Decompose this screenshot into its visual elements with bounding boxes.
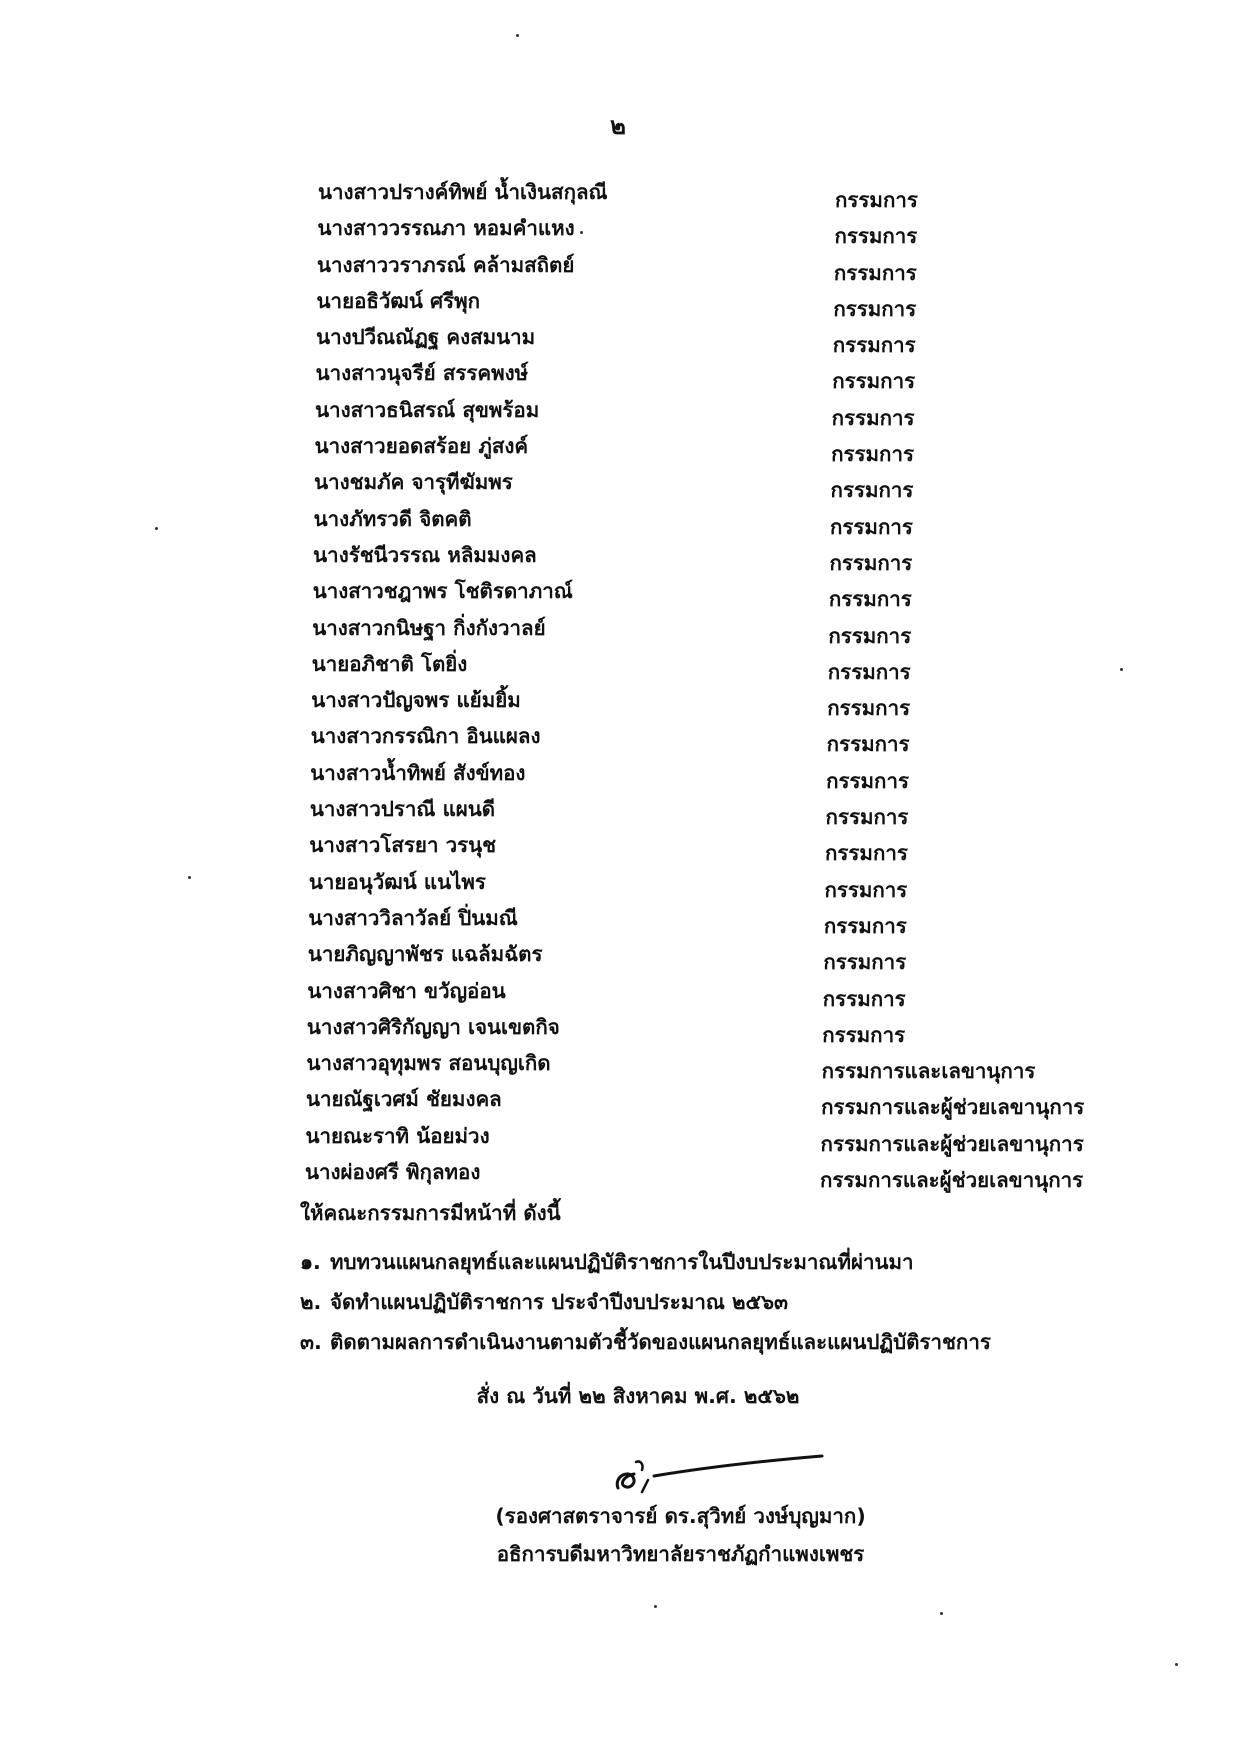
member-name: นางสาวกรรณิกา อินแผลง [310,724,541,749]
member-row [0,1154,1236,1193]
member-row [0,864,1236,900]
scan-speck [516,34,519,37]
member-role: กรรมการ [822,1022,906,1047]
member-row [0,210,1236,249]
signer-title: อธิการบดีมหาวิทยาลัยราชภัฏกำแพงเพชร [496,1542,865,1566]
scan-speck [155,527,158,530]
member-row [0,247,1236,283]
duty-number: ๒. [300,1290,322,1314]
member-role: กรรมการ [823,913,907,938]
member-role: กรรมการ [830,514,913,539]
scan-speck [188,876,191,879]
member-row [0,718,1236,757]
member-row [0,936,1236,975]
member-role: กรรมการ [828,587,912,612]
duty-number: ๑. [300,1250,321,1274]
member-name: นายภิญญาพัชร แฉล้มฉัตร [307,942,543,967]
committee-member-list [0,174,1236,1193]
member-role: กรรมการ [824,877,908,902]
member-name: นางสาววรรณภา หอมคำแหง [317,216,575,241]
member-name: นายอภิชาติ โตยิ่ง [311,651,468,676]
member-row [0,537,1236,573]
member-name: นางสาววิลาวัลย์ ปิ่นมณี [308,905,518,930]
member-name: นายณัฐเวศม์ ชัยมงคล [305,1087,502,1112]
issued-date: สั่ง ณ วันที่ ๒๒ สิงหาคม พ.ศ. ๒๕๖๒ [476,1384,800,1408]
page-number: ๒ [610,112,626,140]
member-role: กรรมการ [832,369,916,394]
member-name: นางสาวกนิษฐา กิ่งกังวาลย์ [312,615,546,640]
member-row [0,1045,1236,1084]
member-role: กรรมการ [825,841,908,866]
member-name: นางสาวปราณี แผนดี [309,797,496,822]
member-name: นางสาวโสรยา วรนุช [309,833,497,858]
member-name: นางสาวธนิสรณ์ สุขพร้อม [315,397,540,422]
member-role: กรรมการและผู้ช่วยเลขานุการ [820,1131,1084,1156]
duty-item [300,1286,991,1326]
scan-speck [940,1612,943,1615]
signer-name: (รองศาสตราจารย์ ดร.สุวิทย์ วงษ์บุญมาก) [495,1504,866,1528]
duties-intro: ให้คณะกรรมการมีหน้าที่ ดังนี้ [300,1201,561,1225]
member-name: นางภัทรวดี จิตคติ [313,506,472,531]
member-name: นางผ่องศรี พิกุลทอง [305,1160,481,1185]
member-role: กรรมการ [833,296,917,321]
member-role: กรรมการและผู้ช่วยเลขานุการ [821,1095,1085,1120]
member-name: นางสาววราภรณ์ คล้ามสถิตย์ [317,252,575,277]
member-role: กรรมการ [832,333,916,358]
member-row [0,900,1236,936]
member-row [0,464,1236,503]
member-row [0,428,1236,467]
scan-speck [654,1605,657,1608]
member-name: นายอธิวัฒน์ ศรีพุก [316,288,481,313]
duty-text: ติดตามผลการดำเนินงานตามตัวชี้วัดของแผนกลยุทธ์และแผนปฏิบัติราชการ [330,1330,991,1354]
member-row [0,573,1236,612]
member-name: นางสาวปัญจพร แย้มยิ้ม [311,688,521,713]
member-name: นางสาวศิริกัญญา เจนเขตกิจ [306,1014,560,1039]
member-row [0,973,1236,1009]
member-role: กรรมการและผู้ช่วยเลขานุการ [820,1168,1084,1193]
duties-list [300,1246,991,1366]
member-name: นางสาวศิชา ขวัญอ่อน [307,978,506,1003]
member-role: กรรมการ [825,805,909,830]
member-role: กรรมการ [831,405,915,430]
member-role: กรรมการ [828,623,912,648]
member-name: นางสาวนุจรีย์ สรรคพงษ์ [315,361,529,386]
duty-number: ๓. [300,1330,322,1354]
member-name: นางชมภัค จารุทีฆัมพร [314,470,513,495]
member-row [0,791,1236,830]
member-role: กรรมการ [831,442,914,467]
member-role: กรรมการ [827,659,911,684]
member-role: กรรมการและเลขานุการ [821,1059,1036,1084]
member-row [0,610,1236,646]
member-row [0,1118,1236,1154]
duty-item [300,1246,991,1286]
member-row [0,682,1236,721]
member-row [0,827,1236,866]
member-row [0,1081,1236,1120]
member-role: กรรมการ [834,224,918,249]
duty-text: ทบทวนแผนกลยุทธ์และแผนปฏิบัติราชการในปีงบประมาณที่ผ่านมา [330,1250,914,1274]
member-row [0,646,1236,682]
duty-text: จัดทำแผนปฏิบัติราชการ ประจำปีงบประมาณ ๒๕๖๓ [330,1290,789,1314]
member-name: นายณะราทิ น้อยม่วง [305,1123,490,1148]
member-role: กรรมการ [822,986,906,1011]
member-name: นางปวีณณัฏฐ คงสมนาม [316,325,536,350]
member-name: นางสาวปรางค์ทิพย์ น้ำเงินสกุลณี [318,180,608,204]
member-row [0,755,1236,791]
member-role: กรรมการ [826,732,910,757]
member-name: นางสาวชฎาพร โชติรดาภาณ์ [312,579,573,604]
member-row [0,174,1236,210]
scan-speck [580,231,583,234]
member-role: กรรมการ [830,478,914,503]
member-row [0,355,1236,394]
member-row [0,283,1236,319]
member-row [0,501,1236,537]
member-name: นางสาวน้ำทิพย์ สังข์ทอง [310,760,526,785]
scan-speck [1120,668,1123,671]
member-role: กรรมการ [833,260,917,285]
member-role: กรรมการ [829,550,913,575]
member-name: นางสาวอุทุมพร สอนบุญเกิด [306,1051,551,1076]
member-name: นายอนุวัฒน์ แนไพร [308,869,486,894]
member-role: กรรมการ [826,768,909,793]
duty-item [300,1326,991,1366]
member-row [0,392,1236,428]
member-name: นางรัชนีวรรณ หลิมมงคล [313,542,537,567]
scan-speck [1175,1663,1178,1666]
member-role: กรรมการ [823,950,907,975]
member-name: นางสาวยอดสร้อย ภู่สงค์ [314,434,529,459]
member-row [0,1009,1236,1045]
member-row [0,319,1236,358]
member-role: กรรมการ [835,188,918,212]
member-role: กรรมการ [827,696,911,721]
